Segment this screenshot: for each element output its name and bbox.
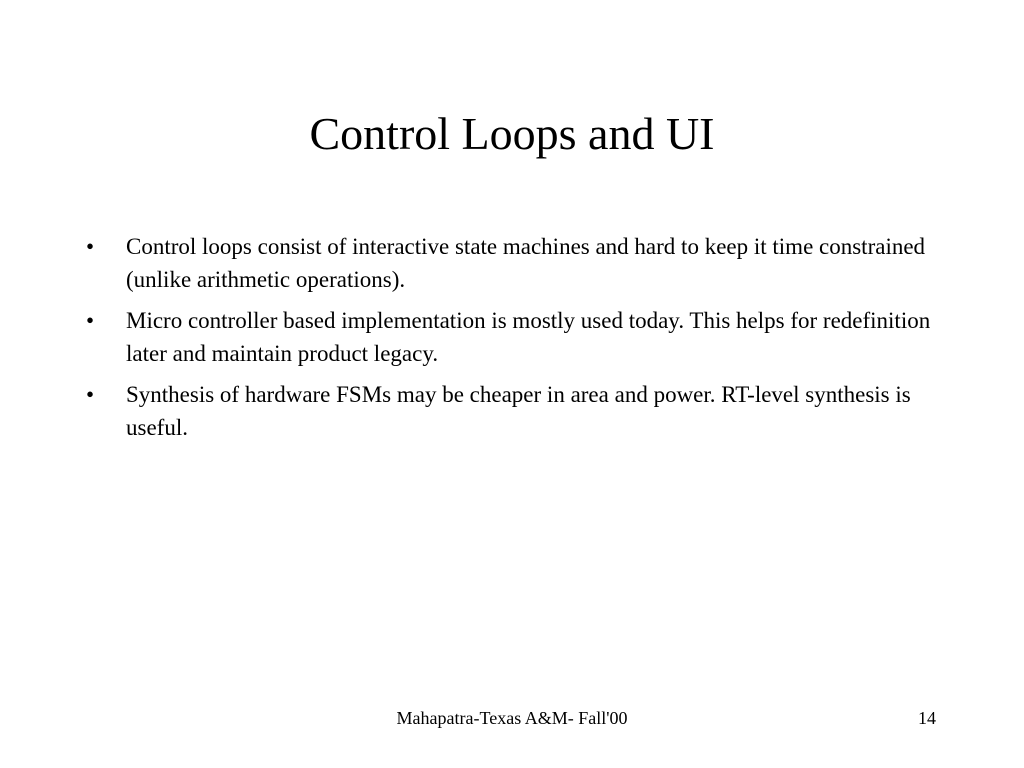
bullet-text: Synthesis of hardware FSMs may be cheaper in area and power. RT-level synthesis is useful. — [126, 382, 911, 440]
bullet-marker: • — [86, 382, 95, 407]
slide-title: Control Loops and UI — [309, 108, 715, 159]
bullet-list — [86, 230, 936, 452]
page-number: 14 — [918, 708, 936, 728]
footer-text: Mahapatra-Texas A&M- Fall'00 — [396, 708, 628, 728]
bullet-marker: • — [86, 234, 95, 259]
bullet-item — [86, 304, 936, 370]
bullet-text: Control loops consist of interactive state machines and hard to keep it time constrained (unlike arithmetic operations). — [126, 234, 926, 292]
bullet-item — [86, 230, 936, 296]
bullet-text: Micro controller based implementation is mostly used today. This helps for redefinition later and maintain product legacy. — [126, 308, 931, 366]
bullet-item — [86, 378, 936, 444]
bullet-marker: • — [86, 308, 95, 333]
